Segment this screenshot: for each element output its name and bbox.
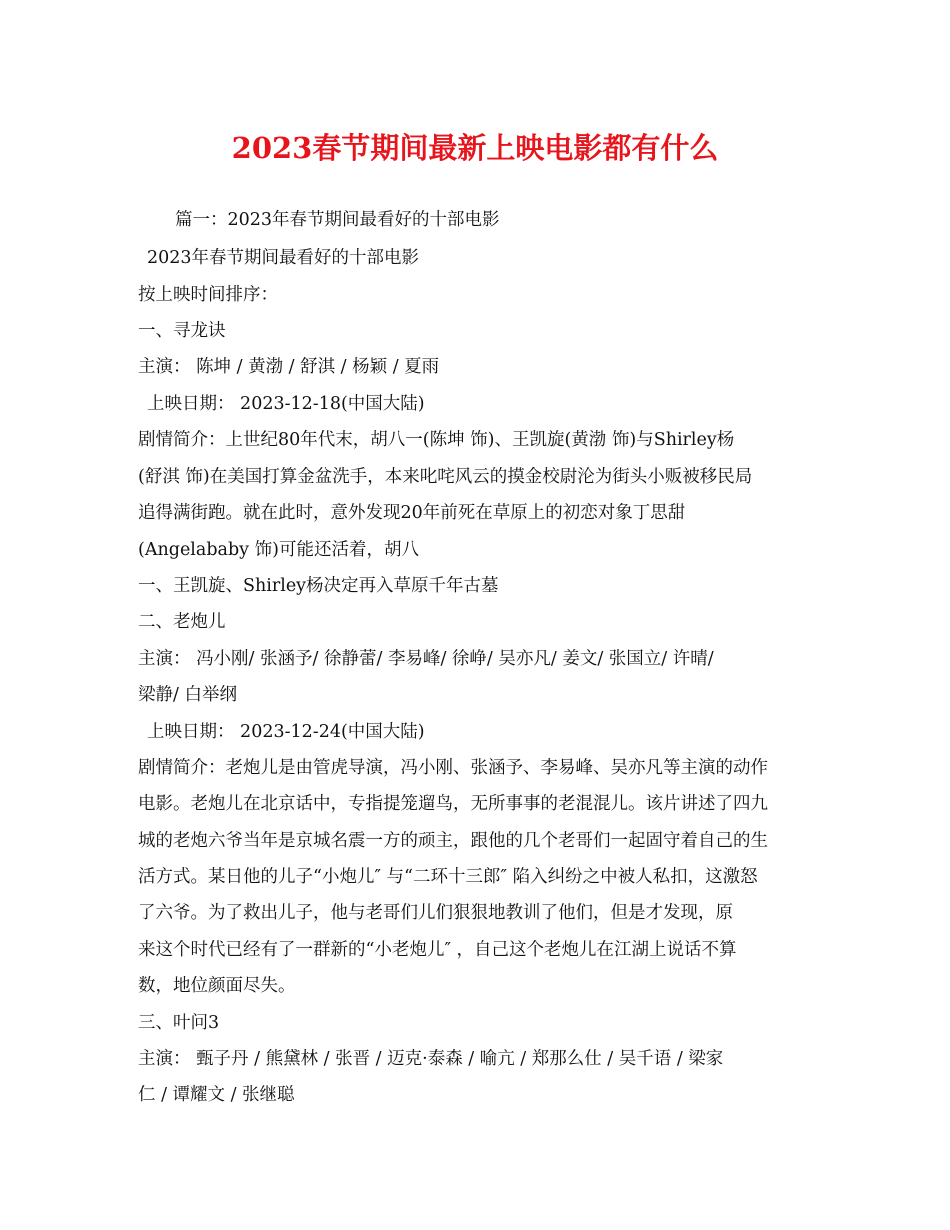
synopsis-line: 一、王凯旋、Shirley杨决定再入草原千年古墓: [138, 576, 499, 596]
section-heading: 篇一：2023年春节期间最看好的十部电影: [175, 210, 500, 230]
synopsis-line: 剧情简介：老炮儿是由管虎导演，冯小刚、张涵予、李易峰、吴亦凡等主演的动作: [138, 758, 768, 778]
synopsis-line: 来这个时代已经有了一群新的“小老炮儿″ ，自己这个老炮儿在江湖上说话不算: [138, 940, 737, 960]
synopsis-line: 数，地位颜面尽失。: [138, 976, 296, 996]
synopsis-line: (Angelababy 饰)可能还活着，胡八: [138, 540, 419, 560]
cast-line: 梁静/ 白举纲: [138, 685, 237, 705]
movie-heading: 二、老炮儿: [138, 612, 226, 632]
synopsis-line: 了六爷。为了救出儿子，他与老哥们儿们狠狠地教训了他们，但是才发现，原: [138, 903, 733, 923]
cast-line: 主演： 冯小刚/ 张涵予/ 徐静蕾/ 李易峰/ 徐峥/ 吴亦凡/ 姜文/ 张国立/ 许晴/: [138, 649, 714, 669]
cast-line: 主演： 甄子丹 / 熊黛林 / 张晋 / 迈克·泰森 / 喻亢 / 郑那么仕 / 吴千语 / 梁家: [138, 1049, 724, 1069]
cast-line: 仁 / 谭耀文 / 张继聪: [138, 1085, 295, 1105]
synopsis-line: 电影。老炮儿在北京话中，专指提笼遛鸟，无所事事的老混混儿。该片讲述了四九: [138, 794, 768, 814]
release-date-line: 上映日期： 2023-12-24(中国大陆): [147, 722, 425, 742]
synopsis-line: (舒淇 饰)在美国打算金盆洗手，本来叱咤风云的摸金校尉沦为街头小贩被移民局: [138, 467, 753, 487]
movie-heading: 三、叶问3: [138, 1013, 220, 1033]
synopsis-line: 剧情简介：上世纪80年代末，胡八一(陈坤 饰)、王凯旋(黄渤 饰)与Shirley杨: [138, 430, 735, 450]
synopsis-line: 追得满街跑。就在此时，意外发现20年前死在草原上的初恋对象丁思甜: [138, 503, 686, 523]
paragraph-line: 按上映时间排序：: [138, 285, 278, 305]
page-title: 2023春节期间最新上映电影都有什么: [231, 131, 719, 165]
release-date-line: 上映日期： 2023-12-18(中国大陆): [147, 394, 425, 414]
cast-line: 主演： 陈坤 / 黄渤 / 舒淇 / 杨颖 / 夏雨: [138, 357, 440, 377]
synopsis-line: 城的老炮六爷当年是京城名震一方的顽主，跟他的几个老哥们一起固守着自己的生: [138, 831, 768, 851]
subtitle-line: 2023年春节期间最看好的十部电影: [147, 248, 420, 268]
synopsis-line: 活方式。某日他的儿子“小炮儿″ 与“二环十三郎″ 陷入纠纷之中被人私扣，这激怒: [138, 867, 758, 887]
movie-heading: 一、寻龙诀: [138, 321, 226, 341]
